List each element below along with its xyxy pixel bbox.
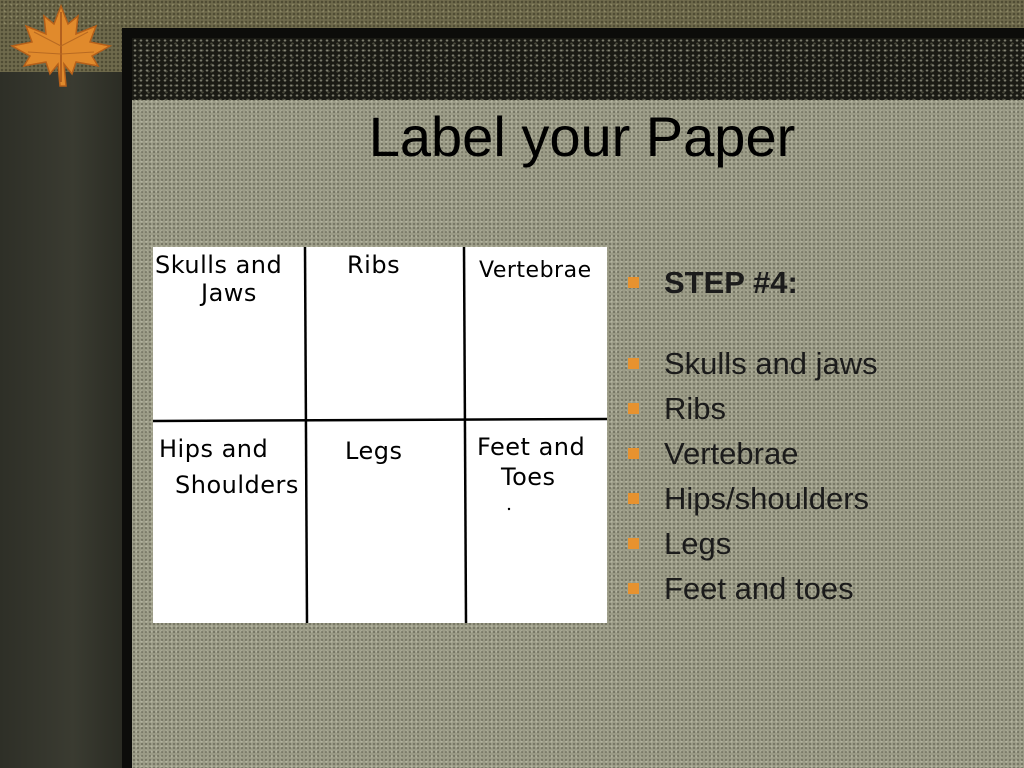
bullet-heading [628, 260, 1018, 305]
label-grid-image [153, 247, 607, 623]
list-item-text: Vertebrae [664, 435, 799, 471]
bullet-list [628, 260, 1018, 611]
cell-label-line: Hips and [159, 435, 269, 463]
cell-label-line: Vertebrae [479, 258, 592, 283]
list-item [628, 476, 1018, 521]
list-item [628, 566, 1018, 611]
square-bullet-icon [628, 403, 639, 414]
maple-leaf-icon [6, 2, 116, 88]
list-item [628, 341, 1018, 386]
list-item [628, 431, 1018, 476]
list-item-text: Legs [664, 525, 732, 561]
cell-label-line: Shoulders [175, 471, 299, 499]
cell-legs [345, 437, 402, 465]
square-bullet-icon [628, 358, 639, 369]
square-bullet-icon [628, 493, 639, 504]
list-item-text: Ribs [664, 390, 727, 426]
title-band [132, 38, 1024, 100]
cell-label-line: Feet and [477, 433, 586, 461]
list-item [628, 521, 1018, 566]
cell-skulls-jaws [155, 251, 282, 307]
left-strip [0, 72, 122, 768]
top-strip [0, 0, 1024, 28]
cell-hips-shoulders [159, 435, 299, 499]
list-item-text: Feet and toes [664, 570, 854, 606]
step-heading: STEP #4: [664, 264, 798, 300]
square-bullet-icon [628, 538, 639, 549]
cell-feet-toes [477, 433, 585, 491]
cell-label-line: Toes [501, 463, 556, 491]
cell-label-line: Ribs [347, 251, 401, 279]
cell-ribs [347, 251, 400, 279]
square-bullet-icon [628, 277, 639, 288]
list-item [628, 386, 1018, 431]
cell-label-line: Jaws [201, 279, 257, 307]
cell-label-line: Skulls and [155, 251, 283, 279]
square-bullet-icon [628, 583, 639, 594]
cell-label-line: Legs [345, 437, 403, 465]
bullet-spacer [628, 305, 1018, 341]
list-item-text: Hips/shoulders [664, 480, 870, 516]
cell-vertebrae [479, 257, 592, 285]
list-item-text: Skulls and jaws [664, 345, 878, 381]
slide-title: Label your Paper [368, 105, 796, 168]
square-bullet-icon [628, 448, 639, 459]
